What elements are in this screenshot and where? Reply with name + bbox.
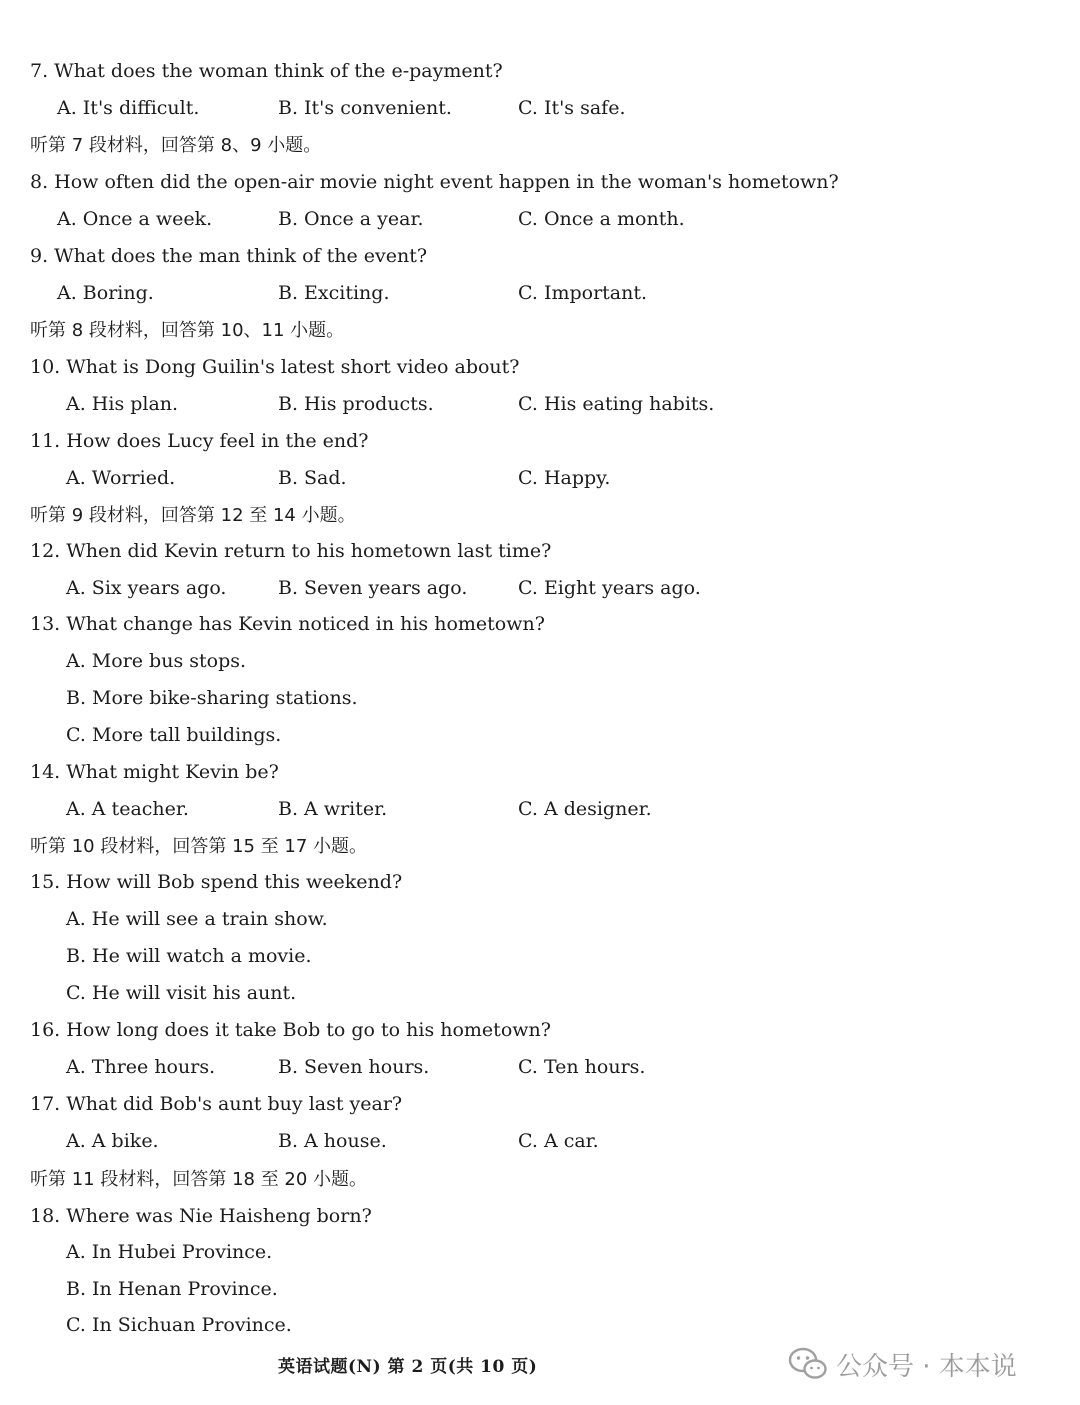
- option-c: C. A car.: [518, 1130, 599, 1152]
- option-a: A. It's difficult.: [57, 97, 200, 119]
- question-15-option-b: [0, 938, 1080, 975]
- question-18-option-a: [0, 1234, 1080, 1271]
- question-15-option-c: [0, 975, 1080, 1012]
- option-a: A. Boring.: [57, 282, 154, 304]
- question-18-option-b: [0, 1271, 1080, 1308]
- option-a: A. In Hubei Province.: [66, 1241, 273, 1263]
- option-c: C. Important.: [518, 282, 648, 304]
- option-b: B. Seven years ago.: [278, 577, 468, 599]
- section-heading-11: 听第 11 段材料，回答第 18 至 20 小题。: [30, 1169, 368, 1190]
- option-c: C. Happy.: [518, 467, 611, 489]
- question-7-options: [0, 90, 1080, 127]
- section-heading-10: 听第 10 段材料，回答第 15 至 17 小题。: [30, 836, 368, 857]
- option-b: B. A house.: [278, 1130, 387, 1152]
- option-a: A. Once a week.: [57, 208, 213, 230]
- section-heading-8: 听第 8 段材料，回答第 10、11 小题。: [30, 320, 345, 341]
- question-8: 8. How often did the open-air movie night event happen in the woman's hometown?: [30, 171, 839, 193]
- question-9-options: [0, 275, 1080, 312]
- page-footer: 英语试题(N) 第 2 页(共 10 页): [278, 1357, 538, 1377]
- option-b: B. Exciting.: [278, 282, 390, 304]
- question-18-option-c: [0, 1307, 1080, 1344]
- watermark-text: 公众号 · 本本说: [836, 1351, 1017, 1382]
- option-a: A. A bike.: [66, 1130, 159, 1152]
- option-c: C. Ten hours.: [518, 1056, 646, 1078]
- question-10-options: [0, 386, 1080, 423]
- question-16: 16. How long does it take Bob to go to his hometown?: [30, 1019, 551, 1041]
- option-b: B. Sad.: [278, 467, 347, 489]
- option-b: B. In Henan Province.: [66, 1278, 278, 1300]
- question-13: 13. What change has Kevin noticed in his hometown?: [30, 613, 545, 635]
- option-c: C. His eating habits.: [518, 393, 715, 415]
- option-c: C. Once a month.: [518, 208, 685, 230]
- option-b: B. His products.: [278, 393, 434, 415]
- option-c: C. It's safe.: [518, 97, 626, 119]
- option-a: A. A teacher.: [66, 798, 189, 820]
- option-b: B. A writer.: [278, 798, 388, 820]
- question-12-options: [0, 570, 1080, 607]
- question-10: 10. What is Dong Guilin's latest short video about?: [30, 356, 520, 378]
- question-16-options: [0, 1049, 1080, 1086]
- option-a: A. He will see a train show.: [66, 908, 328, 930]
- question-15: 15. How will Bob spend this weekend?: [30, 871, 403, 893]
- option-b: B. Once a year.: [278, 208, 424, 230]
- option-b: B. He will watch a movie.: [66, 945, 312, 967]
- section-heading-7: 听第 7 段材料，回答第 8、9 小题。: [30, 135, 322, 156]
- question-14: 14. What might Kevin be?: [30, 761, 279, 783]
- option-c: C. A designer.: [518, 798, 652, 820]
- question-17-options: [0, 1123, 1080, 1160]
- wechat-icon: [788, 1347, 828, 1381]
- question-17: 17. What did Bob's aunt buy last year?: [30, 1093, 403, 1115]
- question-11: 11. How does Lucy feel in the end?: [30, 430, 369, 452]
- option-c: C. Eight years ago.: [518, 577, 701, 599]
- option-c: C. In Sichuan Province.: [66, 1314, 292, 1336]
- section-heading-9: 听第 9 段材料，回答第 12 至 14 小题。: [30, 505, 356, 526]
- option-a: A. Three hours.: [66, 1056, 216, 1078]
- question-13-option-c: [0, 717, 1080, 754]
- question-13-option-a: [0, 643, 1080, 680]
- option-c: C. More tall buildings.: [66, 724, 282, 746]
- question-18: 18. Where was Nie Haisheng born?: [30, 1205, 372, 1227]
- question-11-options: [0, 460, 1080, 497]
- option-a: A. Six years ago.: [66, 577, 227, 599]
- option-b: B. Seven hours.: [278, 1056, 430, 1078]
- option-b: B. It's convenient.: [278, 97, 452, 119]
- question-9: 9. What does the man think of the event?: [30, 245, 428, 267]
- question-15-option-a: [0, 901, 1080, 938]
- option-a: A. More bus stops.: [66, 650, 247, 672]
- option-b: B. More bike-sharing stations.: [66, 687, 358, 709]
- option-a: A. Worried.: [66, 467, 176, 489]
- question-13-option-b: [0, 680, 1080, 717]
- watermark: [788, 1343, 1017, 1385]
- question-7: 7. What does the woman think of the e-payment?: [30, 60, 503, 82]
- question-14-options: [0, 791, 1080, 828]
- option-a: A. His plan.: [66, 393, 179, 415]
- question-12: 12. When did Kevin return to his hometown last time?: [30, 540, 552, 562]
- question-8-options: [0, 201, 1080, 238]
- option-c: C. He will visit his aunt.: [66, 982, 297, 1004]
